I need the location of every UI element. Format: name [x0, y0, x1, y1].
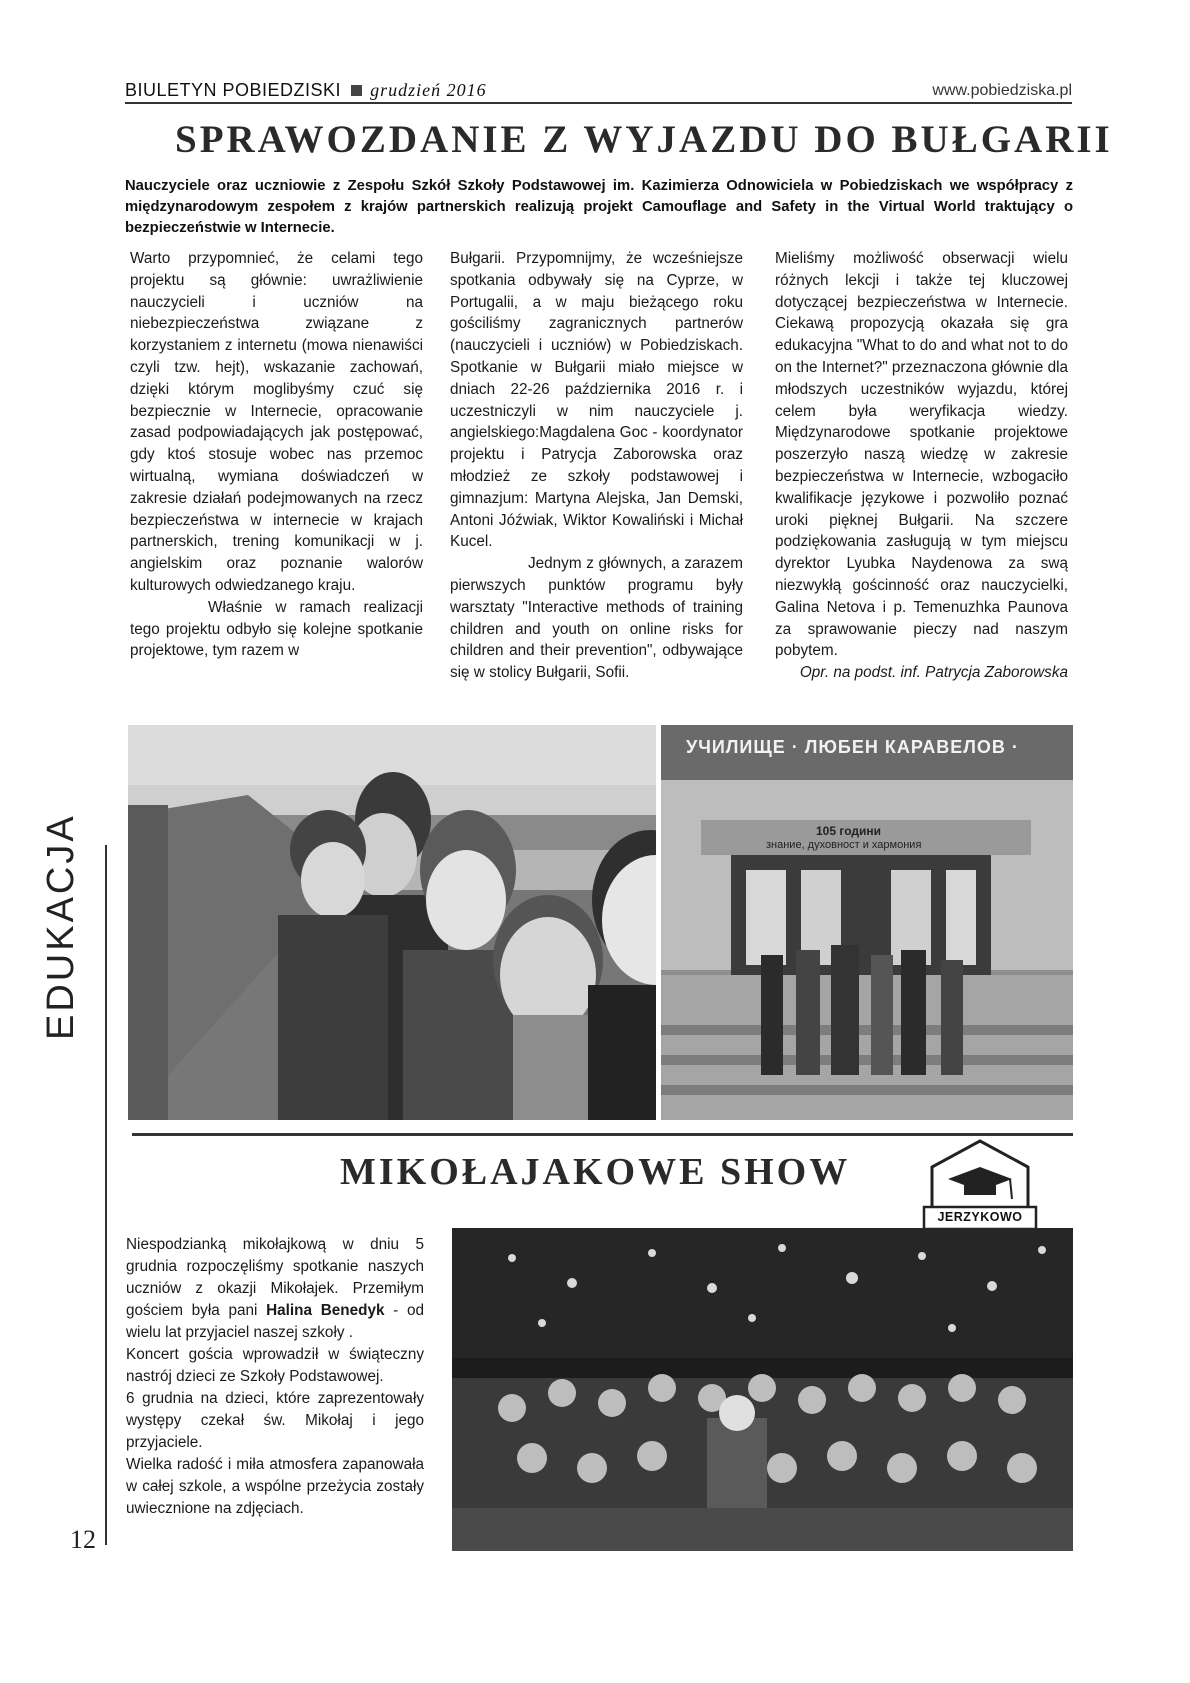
square-separator-icon [351, 85, 362, 96]
website-link[interactable]: www.pobiedziska.pl [932, 82, 1072, 99]
paragraph: Właśnie w ramach realizacji tego projektu odbyło się kolejne spotkanie projektowe, tym razem w [130, 598, 423, 660]
article-column-2 [450, 248, 743, 684]
section-label: EDUKACJA [40, 813, 82, 1040]
school-sign-text: УЧИЛИЩЕ · ЛЮБЕН КАРАВЕЛОВ · [686, 737, 1019, 757]
photo-school-building [661, 725, 1073, 1120]
paragraph: Warto przypomnieć, że celami tego projektu są głównie: uwrażliwienie nauczycieli i uczniów na niebezpieczeństwa związane z korzystaniem z internetu (mowa nienawiści czyli tzw. hejt), wskazanie zachowań, dzięki którym moglibyśmy czuć się bezpiecznie w Internecie, opracowanie zasad podpowiadających jak postępować, gdy ktoś stosuje wobec nas przemoc wirtualną, wymiana doświadczeń w zakresie działań podejmowanych na rzecz bezpieczeństwa w internecie w krajach partnerskich, trening komunikacji w j. angielskim oraz poznanie walorów kulturowych odwiedzanego kraju. [130, 250, 423, 594]
article2-text [126, 1234, 424, 1520]
article-signature: Opr. na podst. inf. Patrycja Zaborowska [799, 664, 1068, 682]
publication-name: BIULETYN POBIEDZISKI [125, 80, 342, 100]
paragraph: Jednym z głównych, a zarazem pierwszych punktów programu były warsztaty "Interactive methods of training children and youth on online risks for children and their prevention", odbywające się w stolicy Bułgarii, Sofii. [450, 555, 743, 682]
photo-santa-group [452, 1228, 1073, 1551]
header-masthead [125, 80, 487, 101]
article-title-bulgaria: SPRAWOZDANIE Z WYJAZDU DO BUŁGARII [175, 118, 1113, 161]
section-divider [132, 1133, 1073, 1136]
guest-name: Halina Benedyk [266, 1302, 385, 1319]
article-column-3 [775, 248, 1068, 684]
article-title-mikolajki: MIKOŁAJAKOWE SHOW [340, 1151, 851, 1193]
page-number: 12 [70, 1525, 96, 1554]
banner-text-1: 105 години [816, 824, 881, 838]
paragraph: Mieliśmy możliwość obserwacji wielu różnych lekcji i także tej kluczowej dotyczącej bezpieczeństwa w Internecie. Ciekawą propozycją okazała się gra edukacyjna "What to do and what not to do on the Internet?" przeznaczona głównie dla młodszych uczestników wyjazdu, której celem była weryfikacja wiedzy. Międzynarodowe spotkanie projektowe poszerzyło naszą wiedzę w zakresie bezpieczeństwa w Internecie, wzbogaciło kwalifikacje językowe i pozwoliło poznać uroki pięknej Bułgarii. Na szczere podziękowania zasługują w tym miejscu dyrektor Lyubka Naydenowa za swą niezwykłą gościnność oraz nauczycielki, Galina Netova i p. Temenuzhka Paunova za sprawowanie pieczy nad naszym pobytem. [775, 250, 1068, 660]
paragraph: Koncert gościa wprowadził w świąteczny nastrój dzieci ze Szkoły Podstawowej. [126, 1346, 424, 1385]
text-run: - od wielu lat przyjaciel naszej szkoły . [126, 1302, 424, 1341]
article-lead: Nauczyciele oraz uczniowie z Zespołu Szkół Szkoły Podstawowej im. Kazimierza Odnowiciela w Pobiedziskach we współpracy z międzynarodowym zespołem z krajów partnerskich realizują projekt Camouflage and Safety in the Virtual World traktujący o bezpieczeństwie w Internecie. [125, 178, 1073, 236]
text-run: Niespodzianką mikołajkową w dniu 5 grudnia rozpoczęliśmy spotkanie naszych uczniów z okazji Mikołajek. Przemiłym gościem była pani [126, 1236, 424, 1319]
photo-students-riverside [128, 725, 656, 1120]
article-column-1 [130, 248, 423, 662]
header-divider [125, 102, 1072, 104]
badge-label: JERZYKOWO [937, 1210, 1023, 1224]
paragraph [126, 1234, 424, 1344]
issue-date: grudzień 2016 [370, 80, 487, 100]
paragraph: Wielka radość i miła atmosfera zapanowała w całej szkole, a wspólne przeżycia zostały uwiecznione na zdjęciach. [126, 1456, 424, 1517]
paragraph: 6 grudnia na dzieci, które zaprezentowały występy czekał św. Mikołaj i jego przyjaciele. [126, 1390, 424, 1451]
sidebar-divider [105, 845, 107, 1545]
paragraph: Bułgarii. Przypomnijmy, że wcześniejsze spotkania odbywały się na Cyprze, w Portugalii, a w maju bieżącego roku gościliśmy zagranicznych partnerów (nauczycieli i uczniów) w Pobiedziskach. Spotkanie w Bułgarii miało miejsce w dniach 22-26 października 2016 r. i uczestniczyli w nim nauczyciele j. angielskiego:Magdalena Goc - koordynator projektu i Patrycja Zaborowska oraz młodzież ze szkoły podstawowej i gimnazjum: Martyna Alejska, Jan Demski, Antoni Jóźwiak, Wiktor Kowaliński i Michał Kucel. [450, 250, 743, 551]
banner-text-2: знание, духовност и хармония [766, 839, 922, 851]
